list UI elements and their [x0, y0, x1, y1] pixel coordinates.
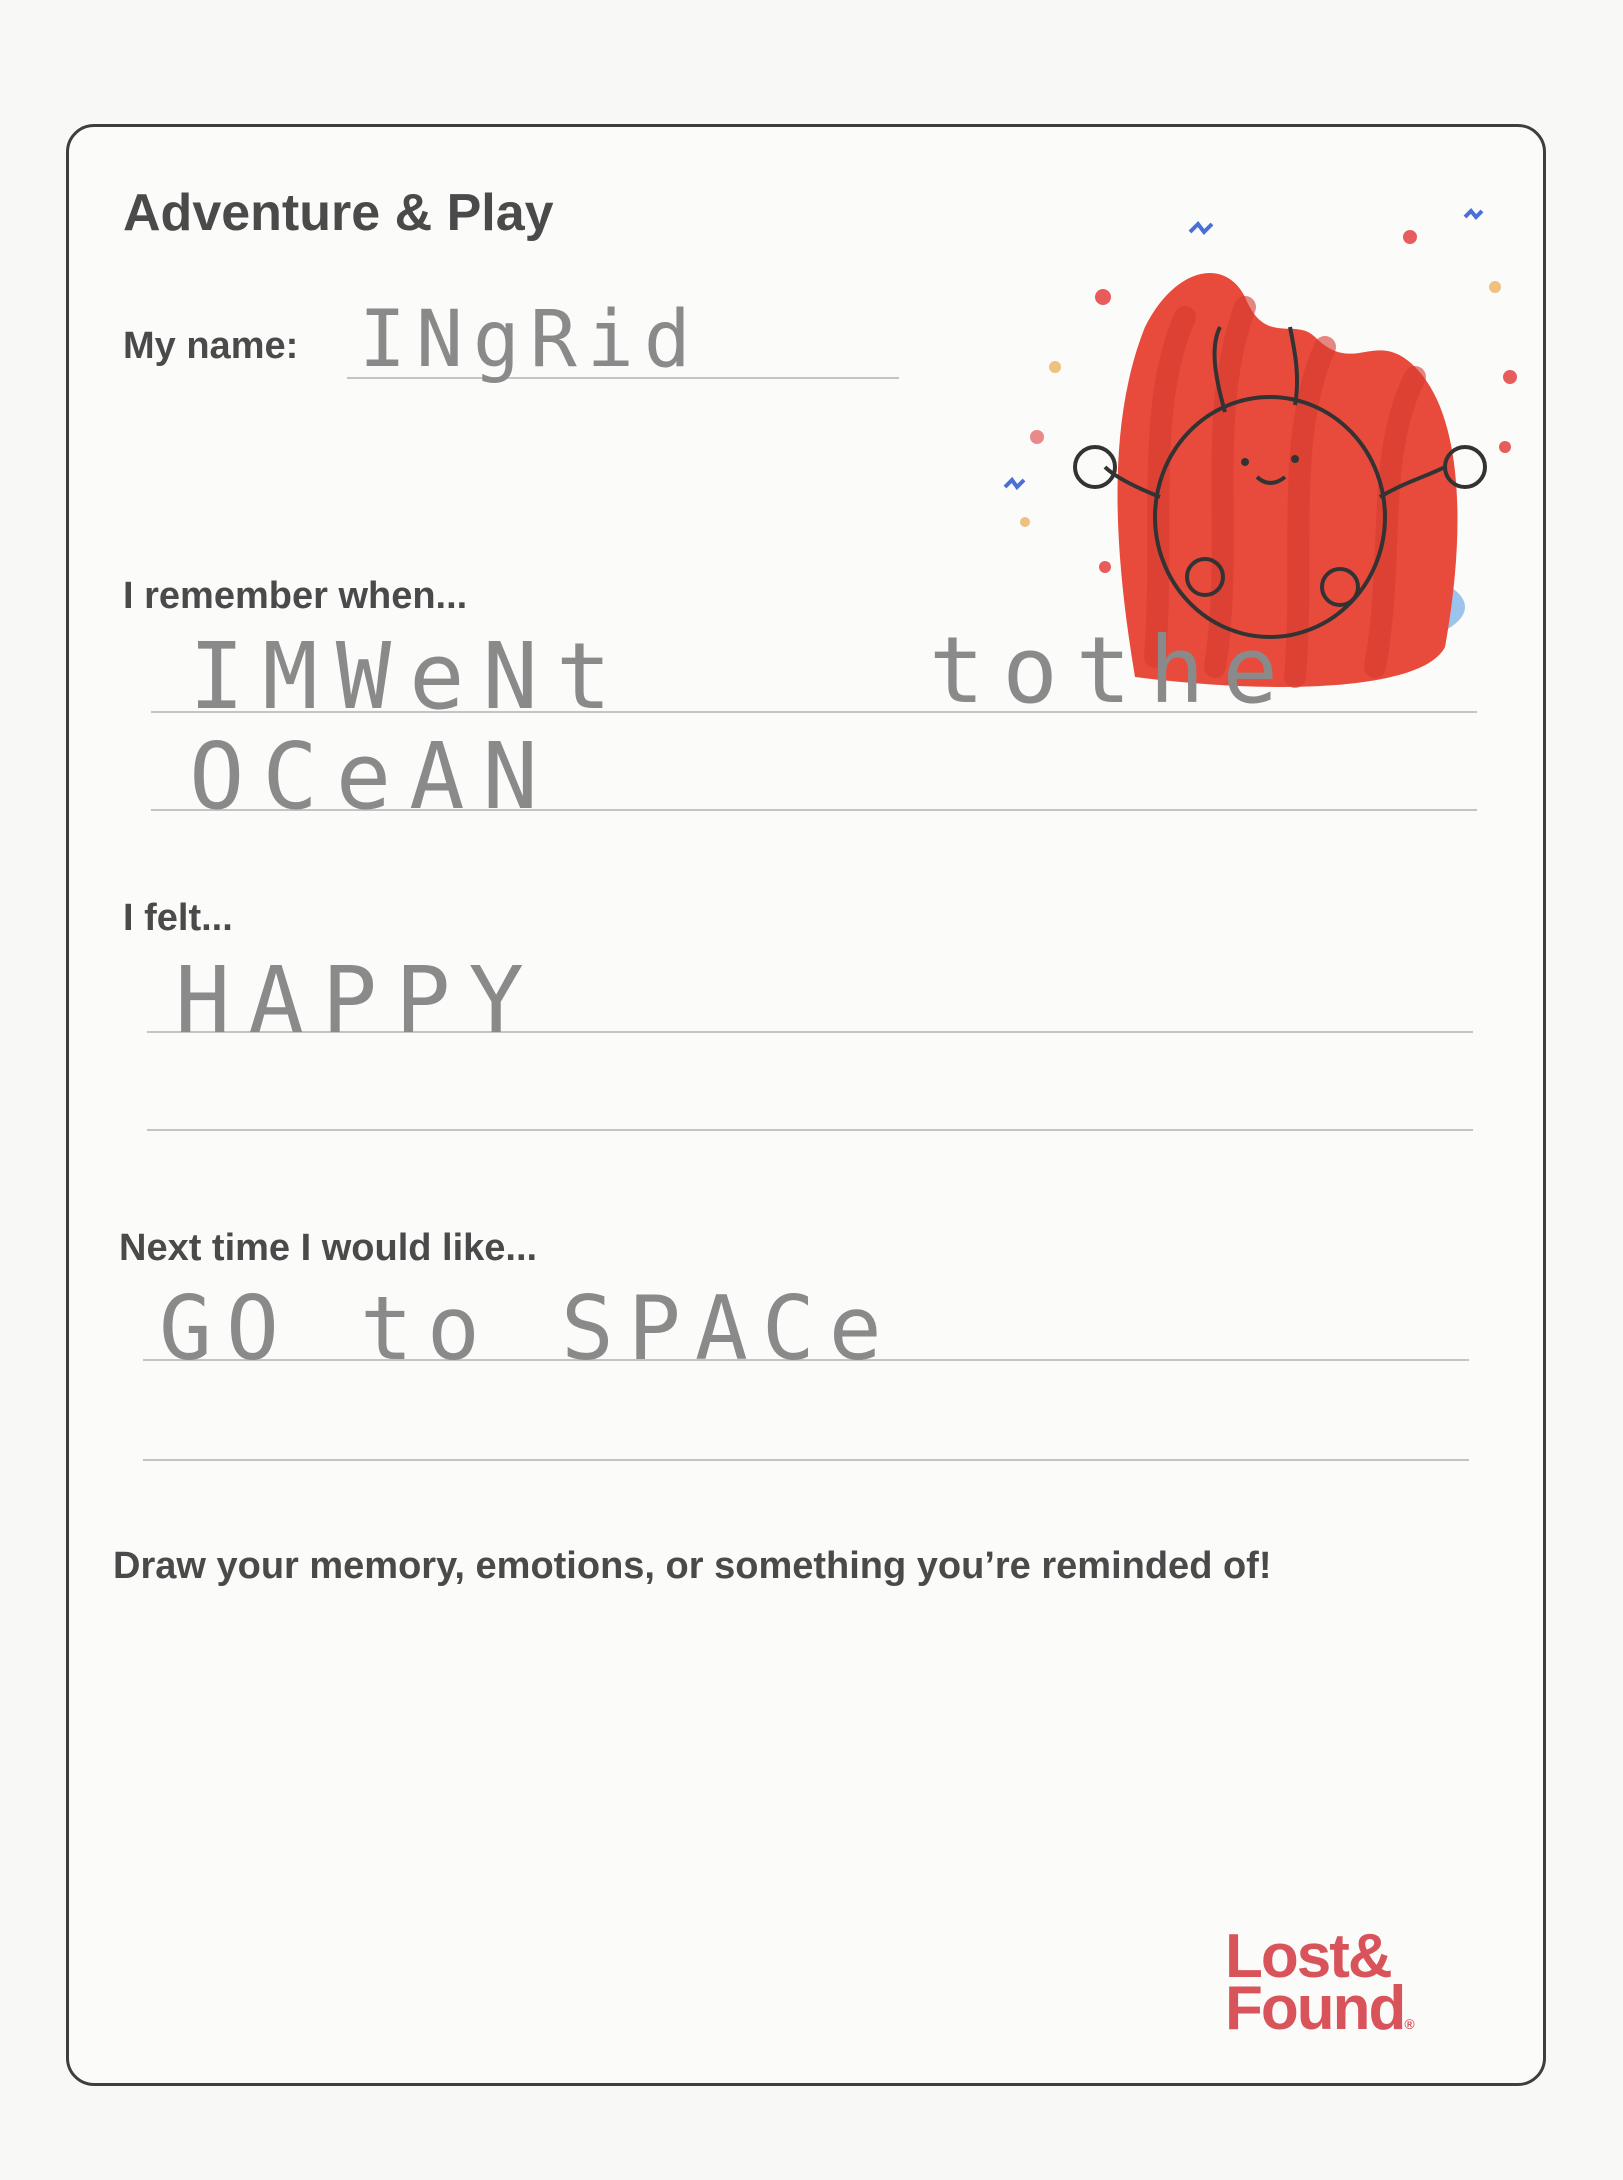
logo-registered-mark: ® [1404, 2016, 1413, 2032]
remember-handwriting-2: OCeAN [189, 723, 556, 830]
remember-handwriting-1b: tothe [929, 617, 1296, 724]
draw-prompt: Draw your memory, emotions, or something you’re reminded of! [113, 1545, 1272, 1587]
felt-handwriting: HAPPY [175, 947, 542, 1054]
name-label: My name: [123, 325, 299, 367]
next-label: Next time I would like... [119, 1227, 538, 1269]
remember-label: I remember when... [123, 575, 468, 617]
logo-line-2: Found [1225, 1974, 1405, 2043]
card-title: Adventure & Play [123, 184, 554, 242]
activity-card [66, 124, 1546, 2086]
lost-and-found-logo [1225, 1922, 1413, 2050]
felt-label: I felt... [123, 897, 233, 939]
felt-line-2 [147, 1129, 1473, 1131]
remember-handwriting-1a: IMWeNt [189, 623, 630, 730]
next-handwriting: GO to SPACe [159, 1277, 896, 1380]
logo-line-1: Lost& [1225, 1922, 1391, 1991]
next-line-2 [143, 1459, 1469, 1461]
name-handwriting: INgRid [359, 295, 701, 385]
